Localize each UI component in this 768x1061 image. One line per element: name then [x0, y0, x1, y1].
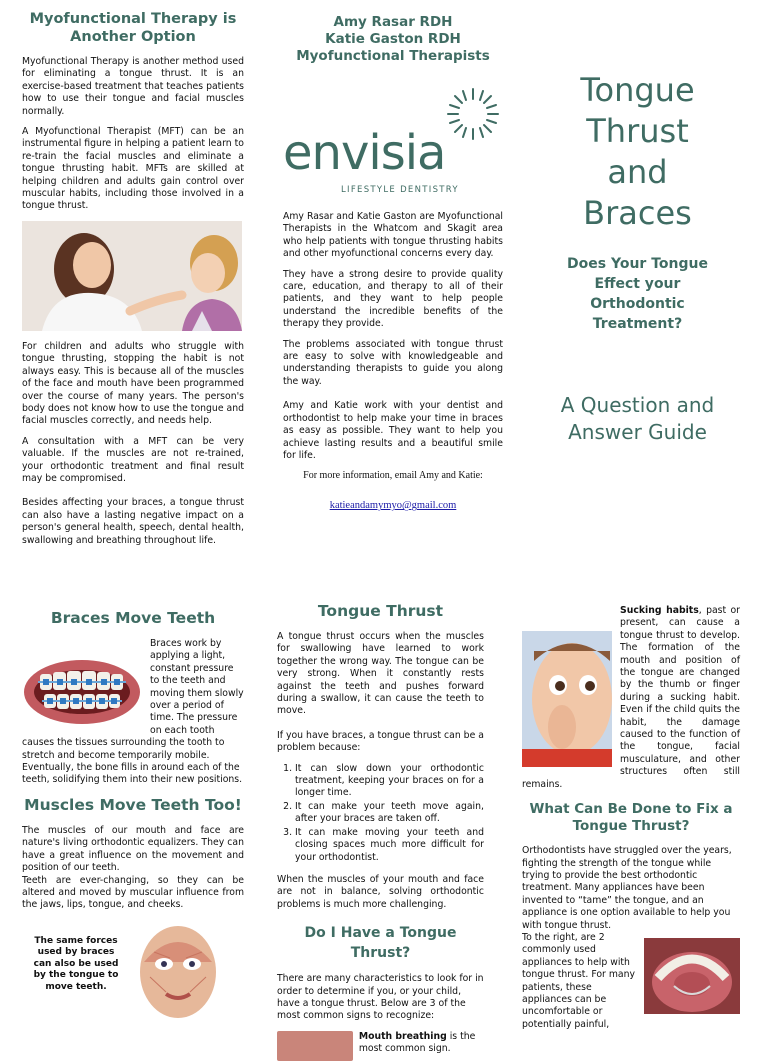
list-item: 3. It can make moving your teeth and closing spaces much more difficult for your orthodontist.: [295, 827, 484, 864]
logo-wordmark: envisia: [283, 125, 446, 181]
heading-do-i-have-tongue-thrust: Do I Have a Tongue Thrust?: [304, 925, 457, 962]
paragraph: A Myofunctional Therapist (MFT) can be an instrumental figure in helping a patient learn to re-train the facial muscles and eliminate a tongue thrusting habit. MFTs are skilled at helping children and adults gain control over muscular habits, including those involved in a tongue thrust.: [22, 126, 244, 212]
title-line: Thrust: [586, 112, 689, 150]
cover-guide-label: A Question and Answer Guide: [560, 393, 715, 444]
panel-myofunctional-therapy: [22, 10, 244, 555]
title-line: Tongue: [580, 71, 695, 109]
mouth-breathing-photo: [277, 1031, 353, 1061]
heading-muscles-move-teeth: Muscles Move Teeth Too!: [24, 795, 242, 814]
paragraph: Teeth are ever-changing, so they can be altered and moved by muscular influence from the jaws, lips, tongue, and cheeks.: [22, 874, 244, 911]
title-line: and: [607, 153, 668, 191]
author-name: Amy Rasar RDH: [333, 14, 453, 30]
author-block: [283, 14, 503, 65]
paragraph: Amy Rasar and Katie Gaston are Myofunctional Therapists in the Whatcom and Skagit area who help patients with tongue thrusting habits and other myofunctional concerns every day.: [283, 211, 503, 260]
author-name: Katie Gaston RDH: [325, 31, 461, 47]
logo-tagline: LIFESTYLE DENTISTRY: [341, 185, 459, 195]
paragraph: The muscles of our mouth and face are nature's living orthodontic equalizers. They can have a great influence on the movement and position of our teeth.: [22, 824, 244, 874]
paragraph: To the right, are 2 commonly used appliances to help with tongue thrust. For many patients, these appliances can be uncomfortable or potentially painful,: [522, 931, 635, 1030]
title-line: Braces: [583, 194, 692, 232]
list-item: 2. It can make your teeth move again, after your braces are taken off.: [295, 801, 484, 826]
heading-tongue-thrust: Tongue Thrust: [317, 602, 444, 620]
contact-text: For more information, email Amy and Katie:: [303, 470, 483, 482]
mouth-breathing-text: is the most common sign.: [358, 1030, 476, 1054]
palatal-appliance-photo: [644, 938, 740, 1014]
paragraph: A tongue thrust occurs when the muscles for swallowing have learned to work together the wrong way. The tongue can be very strong. When it constantly rests against the teeth and pushes forward during a swallow, it can cause the teeth to move.: [277, 631, 484, 717]
paragraph: When the muscles of your mouth and face are not in balance, solving orthodontic problems is much more challenging.: [277, 873, 484, 910]
panel-about-therapists: [283, 14, 503, 512]
facial-muscles-caption: The same forces used by braces can also be used by the tongue to move teeth.: [33, 935, 119, 992]
heading-braces-move-teeth: Braces Move Teeth: [50, 609, 216, 627]
paragraph: Orthodontists have struggled over the years, fighting the strength of the tongue while trying to provide the best orthodontic treatment. Many appliances have been invented to “tame” the tongue, and an appliance is one option available to help you with tongue thrust.: [522, 845, 732, 931]
sucking-habits-text: , past or present, can cause a tongue thrust to develop. The formation of the mouth and position of the tongue are changed by the thumb or finger during a sucking habit. Even if the child quits the habit, the damage caused to the function of the tongue, facial musculature, and other structures often still remains.: [522, 605, 740, 790]
paragraph: Braces work by applying a light, constant pressure to the teeth and moving them slowly over a period of time. The pressure on each tooth causes the tissues surrounding the tooth to stretch and become temporarily mobile. Eventually, the bone fills in around each of the teeth, solidifying them into their new positions.: [22, 638, 244, 786]
panel-braces-move-teeth: [22, 608, 244, 1014]
paragraph: There are many characteristics to look for in order to determine if you, or your child, have a tongue thrust. Below are 3 of the most common signs to recognize:: [277, 973, 484, 1022]
author-title: Myofunctional Therapists: [296, 48, 490, 64]
thumb-sucking-photo: [522, 631, 612, 767]
heading-myofunctional-therapy: Myofunctional Therapy is Another Option: [29, 11, 237, 45]
sucking-habits-label: Sucking habits: [620, 605, 699, 616]
paragraph: They have a strong desire to provide quality care, education, and therapy to all of their patients, and they want to help people understand the incredible benefits of the therapy they provide.: [283, 268, 503, 330]
cover-subtitle: Does Your Tongue Effect your Orthodontic Treatment?: [567, 256, 708, 332]
envisia-logo: [283, 79, 503, 205]
paragraph: A consultation with a MFT can be very valuable. If the muscles are not re-trained, your orthodontic treatment and final result may be compromised.: [22, 435, 244, 484]
cover-title: [530, 70, 745, 234]
problems-list: [277, 763, 484, 864]
panel-cover: [530, 70, 745, 446]
paragraph: For children and adults who struggle with tongue thrusting, stopping the habit is not always easy. This is because all of the muscles of the face and mouth have been programmed over the course of many years. The person's body does not know how to use the tongue and facial muscles correctly, and needs help.: [22, 340, 244, 427]
paragraph: Myofunctional Therapy is another method used for eliminating a tongue thrust. It is an exercise-based treatment that teaches patients how to use their tongue and facial muscles normally.: [22, 56, 244, 117]
braces-teeth-photo: [22, 656, 142, 728]
paragraph: Amy and Katie work with your dentist and orthodontist to help make your time in braces as easy as possible. They want to help you achieve lasting results and a beautiful smile for life.: [283, 400, 503, 461]
panel-sucking-habits: [522, 605, 740, 1039]
email-link[interactable]: katieandamymyo@gmail.com: [329, 500, 457, 512]
list-item: 1. It can slow down your orthodontic treatment, keeping your braces on for a longer time.: [295, 763, 484, 800]
paragraph: The problems associated with tongue thrust are easy to solve with knowledgeable and understanding therapists to guide you along the way.: [283, 338, 503, 387]
paragraph: Besides affecting your braces, a tongue thrust can also have a lasting negative impact on a person's general health, speech, dental health, swallowing and breathing throughout life.: [22, 497, 244, 546]
mouth-breathing-label: Mouth breathing: [358, 1030, 447, 1042]
paragraph: If you have braces, a tongue thrust can be a problem because:: [277, 729, 484, 754]
heading-what-can-be-done: What Can Be Done to Fix a Tongue Thrust?: [529, 801, 733, 835]
therapist-child-photo: [22, 221, 242, 331]
facial-muscles-diagram: [130, 922, 225, 1014]
panel-tongue-thrust: [277, 601, 484, 1061]
